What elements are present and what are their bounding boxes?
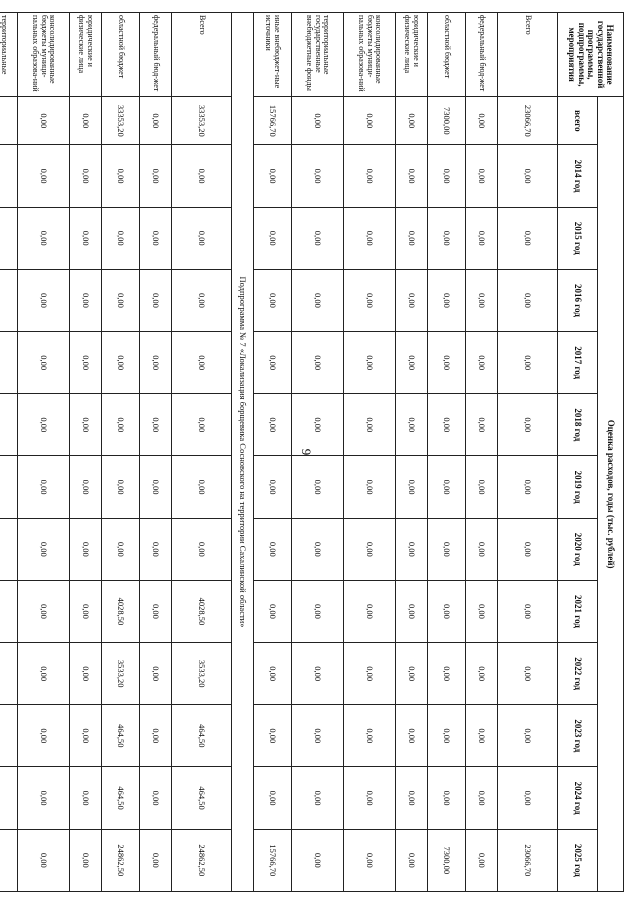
- table-cell: 0,00: [70, 97, 102, 145]
- table-cell: 0,00: [70, 518, 102, 580]
- table-cell: 0,00: [254, 332, 292, 394]
- table-cell: 0,00: [140, 97, 172, 145]
- row-label: федеральный бюд-жет: [466, 13, 498, 97]
- table-cell: 0,00: [396, 394, 428, 456]
- table-cell: [0, 145, 18, 207]
- row-label: юридические и физические лица: [396, 13, 428, 97]
- table-cell: 0,00: [102, 456, 140, 518]
- table-cell: [0, 456, 18, 518]
- table-cell: 0,00: [18, 518, 70, 580]
- table-cell: 464,50: [102, 705, 140, 767]
- row-label: юридические и физические лица: [70, 13, 102, 97]
- table-cell: 0,00: [70, 394, 102, 456]
- table-cell: 0,00: [292, 269, 344, 331]
- table-cell: 0,00: [102, 518, 140, 580]
- table-cell: 0,00: [70, 829, 102, 891]
- name-column-header: Наименование государственной программы, подпрограммы, мероприятия: [558, 13, 624, 97]
- budget-table-container: [0, 12, 624, 892]
- table-cell: 0,00: [466, 643, 498, 705]
- table-cell: 0,00: [498, 394, 558, 456]
- row-label: территориальные государственные внебюджетные фонды: [292, 13, 344, 97]
- table-cell: 0,00: [102, 332, 140, 394]
- row-label: Всего: [498, 13, 558, 97]
- table-cell: 0,00: [18, 580, 70, 642]
- table-cell: [0, 767, 18, 829]
- row-label: областной бюджет: [102, 13, 140, 97]
- table-cell: 0,00: [172, 332, 232, 394]
- table-cell: 0,00: [428, 145, 466, 207]
- table-cell: 0,00: [498, 518, 558, 580]
- table-cell: [0, 829, 18, 891]
- table-cell: 0,00: [498, 705, 558, 767]
- table-cell: 0,00: [396, 332, 428, 394]
- table-cell: 0,00: [70, 705, 102, 767]
- table-cell: 7300,00: [428, 97, 466, 145]
- table-cell: 0,00: [140, 518, 172, 580]
- table-cell: 0,00: [396, 269, 428, 331]
- table-cell: 0,00: [254, 207, 292, 269]
- table-cell: 0,00: [428, 580, 466, 642]
- table-cell: 0,00: [140, 456, 172, 518]
- table-cell: 0,00: [172, 518, 232, 580]
- table-cell: 0,00: [70, 269, 102, 331]
- table-cell: 0,00: [344, 97, 396, 145]
- table-row: [466, 13, 498, 892]
- table-cell: 0,00: [254, 145, 292, 207]
- table-cell: 0,00: [102, 207, 140, 269]
- table-cell: 0,00: [428, 332, 466, 394]
- table-cell: 0,00: [292, 643, 344, 705]
- table-cell: 0,00: [466, 332, 498, 394]
- table-cell: 0,00: [18, 705, 70, 767]
- table-cell: 0,00: [18, 643, 70, 705]
- table-cell: 0,00: [140, 643, 172, 705]
- table-cell: 15766,70: [254, 97, 292, 145]
- table-cell: 0,00: [466, 394, 498, 456]
- table-cell: 0,00: [140, 145, 172, 207]
- table-cell: 0,00: [498, 580, 558, 642]
- table-cell: 0,00: [140, 580, 172, 642]
- table-cell: 0,00: [344, 829, 396, 891]
- table-cell: 0,00: [172, 394, 232, 456]
- table-cell: 0,00: [344, 456, 396, 518]
- table-cell: 0,00: [466, 705, 498, 767]
- column-header: 2024 год: [558, 767, 598, 829]
- table-row: [254, 13, 292, 892]
- table-cell: 0,00: [254, 518, 292, 580]
- table-cell: 0,00: [102, 394, 140, 456]
- table-cell: 0,00: [498, 767, 558, 829]
- table-cell: 0,00: [344, 705, 396, 767]
- table-cell: 0,00: [396, 829, 428, 891]
- table-cell: [0, 705, 18, 767]
- table-cell: 0,00: [466, 829, 498, 891]
- table-cell: 33353,20: [172, 97, 232, 145]
- table-cell: 0,00: [466, 456, 498, 518]
- table-cell: 0,00: [292, 518, 344, 580]
- table-cell: 3533,20: [102, 643, 140, 705]
- table-cell: 0,00: [172, 207, 232, 269]
- table-cell: 23066,70: [498, 829, 558, 891]
- row-label: областной бюджет: [428, 13, 466, 97]
- table-cell: 0,00: [292, 332, 344, 394]
- table-cell: 0,00: [102, 145, 140, 207]
- table-cell: 0,00: [18, 394, 70, 456]
- table-cell: 0,00: [498, 269, 558, 331]
- table-cell: 0,00: [344, 767, 396, 829]
- table-cell: 0,00: [428, 207, 466, 269]
- table-cell: 23066,70: [498, 97, 558, 145]
- column-header: 2021 год: [558, 580, 598, 642]
- table-cell: 7300,00: [428, 829, 466, 891]
- table-cell: 0,00: [172, 269, 232, 331]
- table-cell: 0,00: [344, 207, 396, 269]
- table-cell: 0,00: [498, 145, 558, 207]
- table-cell: [0, 643, 18, 705]
- column-header: всего: [558, 97, 598, 145]
- column-header: 2025 год: [558, 829, 598, 891]
- table-cell: 0,00: [466, 518, 498, 580]
- table-cell: 0,00: [254, 269, 292, 331]
- table-cell: 0,00: [70, 643, 102, 705]
- column-header: 2016 год: [558, 269, 598, 331]
- table-row: [292, 13, 344, 892]
- column-header: 2019 год: [558, 456, 598, 518]
- page-number: 9: [299, 448, 314, 456]
- table-cell: 4028,50: [102, 580, 140, 642]
- row-label: консолидированные бюджеты муници-пальных образова-ний: [18, 13, 70, 97]
- table-cell: 0,00: [498, 456, 558, 518]
- table-cell: 0,00: [70, 456, 102, 518]
- table-row: [102, 13, 140, 892]
- table-cell: 0,00: [292, 767, 344, 829]
- table-cell: 3533,20: [172, 643, 232, 705]
- table-cell: 0,00: [70, 767, 102, 829]
- table-cell: 0,00: [18, 332, 70, 394]
- table-cell: [0, 580, 18, 642]
- table-cell: 0,00: [344, 518, 396, 580]
- table-cell: 0,00: [254, 394, 292, 456]
- column-header: 2017 год: [558, 332, 598, 394]
- table-row: [140, 13, 172, 892]
- table-cell: 0,00: [292, 829, 344, 891]
- table-cell: 0,00: [172, 456, 232, 518]
- table-cell: 464,50: [102, 767, 140, 829]
- table-cell: 0,00: [292, 97, 344, 145]
- table-cell: 0,00: [498, 207, 558, 269]
- row-label: Всего: [172, 13, 232, 97]
- table-cell: 0,00: [428, 456, 466, 518]
- table-cell: 0,00: [428, 518, 466, 580]
- table-cell: 0,00: [428, 705, 466, 767]
- table-cell: 0,00: [70, 145, 102, 207]
- table-cell: 0,00: [396, 97, 428, 145]
- table-cell: 0,00: [18, 829, 70, 891]
- table-cell: 0,00: [428, 767, 466, 829]
- table-cell: 464,50: [172, 705, 232, 767]
- column-header: 2020 год: [558, 518, 598, 580]
- table-cell: 0,00: [18, 456, 70, 518]
- table-cell: 0,00: [140, 207, 172, 269]
- table-cell: 0,00: [18, 97, 70, 145]
- table-row: [70, 13, 102, 892]
- table-cell: 0,00: [344, 643, 396, 705]
- table-cell: 0,00: [466, 580, 498, 642]
- table-cell: 0,00: [344, 269, 396, 331]
- table-cell: 0,00: [140, 269, 172, 331]
- section-1: [254, 13, 558, 892]
- subprogram-title: Подпрограмма № 7 «Локализация борщевика Сосновского на территории Сахалинской области»: [232, 13, 254, 892]
- table-cell: 0,00: [18, 207, 70, 269]
- table-cell: 0,00: [292, 580, 344, 642]
- table-row: [428, 13, 466, 892]
- column-header: 2022 год: [558, 643, 598, 705]
- table-cell: 0,00: [466, 207, 498, 269]
- table-cell: 0,00: [344, 145, 396, 207]
- table-cell: 0,00: [18, 269, 70, 331]
- table-cell: 0,00: [18, 145, 70, 207]
- row-label: консолидированные бюджеты муници-пальных образова-ний: [344, 13, 396, 97]
- table-cell: 0,00: [396, 145, 428, 207]
- table-cell: 24862,50: [102, 829, 140, 891]
- table-cell: 0,00: [254, 580, 292, 642]
- table-cell: 33353,20: [102, 97, 140, 145]
- column-header: 2023 год: [558, 705, 598, 767]
- section-2: [0, 13, 232, 892]
- row-label: территориальные: [0, 13, 18, 97]
- column-header: 2014 год: [558, 145, 598, 207]
- table-cell: [0, 518, 18, 580]
- table-cell: 0,00: [292, 145, 344, 207]
- year-header-row: [558, 13, 598, 892]
- table-cell: [0, 207, 18, 269]
- table-cell: 0,00: [466, 767, 498, 829]
- budget-table: [0, 12, 624, 892]
- table-cell: 0,00: [396, 207, 428, 269]
- table-cell: 0,00: [140, 394, 172, 456]
- table-row: [396, 13, 428, 892]
- table-cell: 0,00: [70, 207, 102, 269]
- table-cell: 0,00: [428, 269, 466, 331]
- table-row: [172, 13, 232, 892]
- table-cell: 24862,50: [172, 829, 232, 891]
- table-cell: 0,00: [396, 518, 428, 580]
- table-cell: 0,00: [344, 394, 396, 456]
- table-cell: 0,00: [140, 829, 172, 891]
- table-cell: 0,00: [428, 643, 466, 705]
- table-cell: [0, 269, 18, 331]
- table-cell: 4028,50: [172, 580, 232, 642]
- table-cell: 0,00: [70, 332, 102, 394]
- table-cell: 0,00: [254, 767, 292, 829]
- table-cell: 0,00: [396, 456, 428, 518]
- table-cell: 0,00: [396, 705, 428, 767]
- table-cell: 0,00: [466, 145, 498, 207]
- table-cell: 0,00: [292, 394, 344, 456]
- table-cell: 0,00: [254, 705, 292, 767]
- table-row: [0, 13, 18, 892]
- table-cell: 0,00: [292, 705, 344, 767]
- table-cell: 0,00: [498, 643, 558, 705]
- table-cell: 0,00: [140, 767, 172, 829]
- table-cell: 0,00: [428, 394, 466, 456]
- table-cell: 0,00: [102, 269, 140, 331]
- table-cell: 15766,70: [254, 829, 292, 891]
- table-cell: 0,00: [292, 207, 344, 269]
- table-row: [498, 13, 558, 892]
- table-cell: 0,00: [498, 332, 558, 394]
- table-cell: 0,00: [396, 580, 428, 642]
- row-label: иные внебюджет-ные источники: [254, 13, 292, 97]
- table-cell: 0,00: [466, 97, 498, 145]
- table-cell: 0,00: [254, 643, 292, 705]
- table-cell: 0,00: [344, 332, 396, 394]
- table-cell: 0,00: [18, 767, 70, 829]
- column-header: 2015 год: [558, 207, 598, 269]
- table-cell: 0,00: [466, 269, 498, 331]
- table-cell: [0, 332, 18, 394]
- row-label: федеральный бюд-жет: [140, 13, 172, 97]
- table-cell: 0,00: [292, 456, 344, 518]
- table-cell: [0, 394, 18, 456]
- table-cell: 0,00: [396, 767, 428, 829]
- table-cell: 0,00: [344, 580, 396, 642]
- table-cell: 0,00: [396, 643, 428, 705]
- table-cell: 0,00: [172, 145, 232, 207]
- estimate-header: Оценка расходов, годы (тыс. рублей): [598, 97, 624, 892]
- table-cell: 0,00: [140, 705, 172, 767]
- table-cell: 0,00: [254, 456, 292, 518]
- table-cell: 464,50: [172, 767, 232, 829]
- table-row: [18, 13, 70, 892]
- column-header: 2018 год: [558, 394, 598, 456]
- table-cell: 0,00: [70, 580, 102, 642]
- table-cell: [0, 97, 18, 145]
- table-cell: 0,00: [140, 332, 172, 394]
- table-row: [344, 13, 396, 892]
